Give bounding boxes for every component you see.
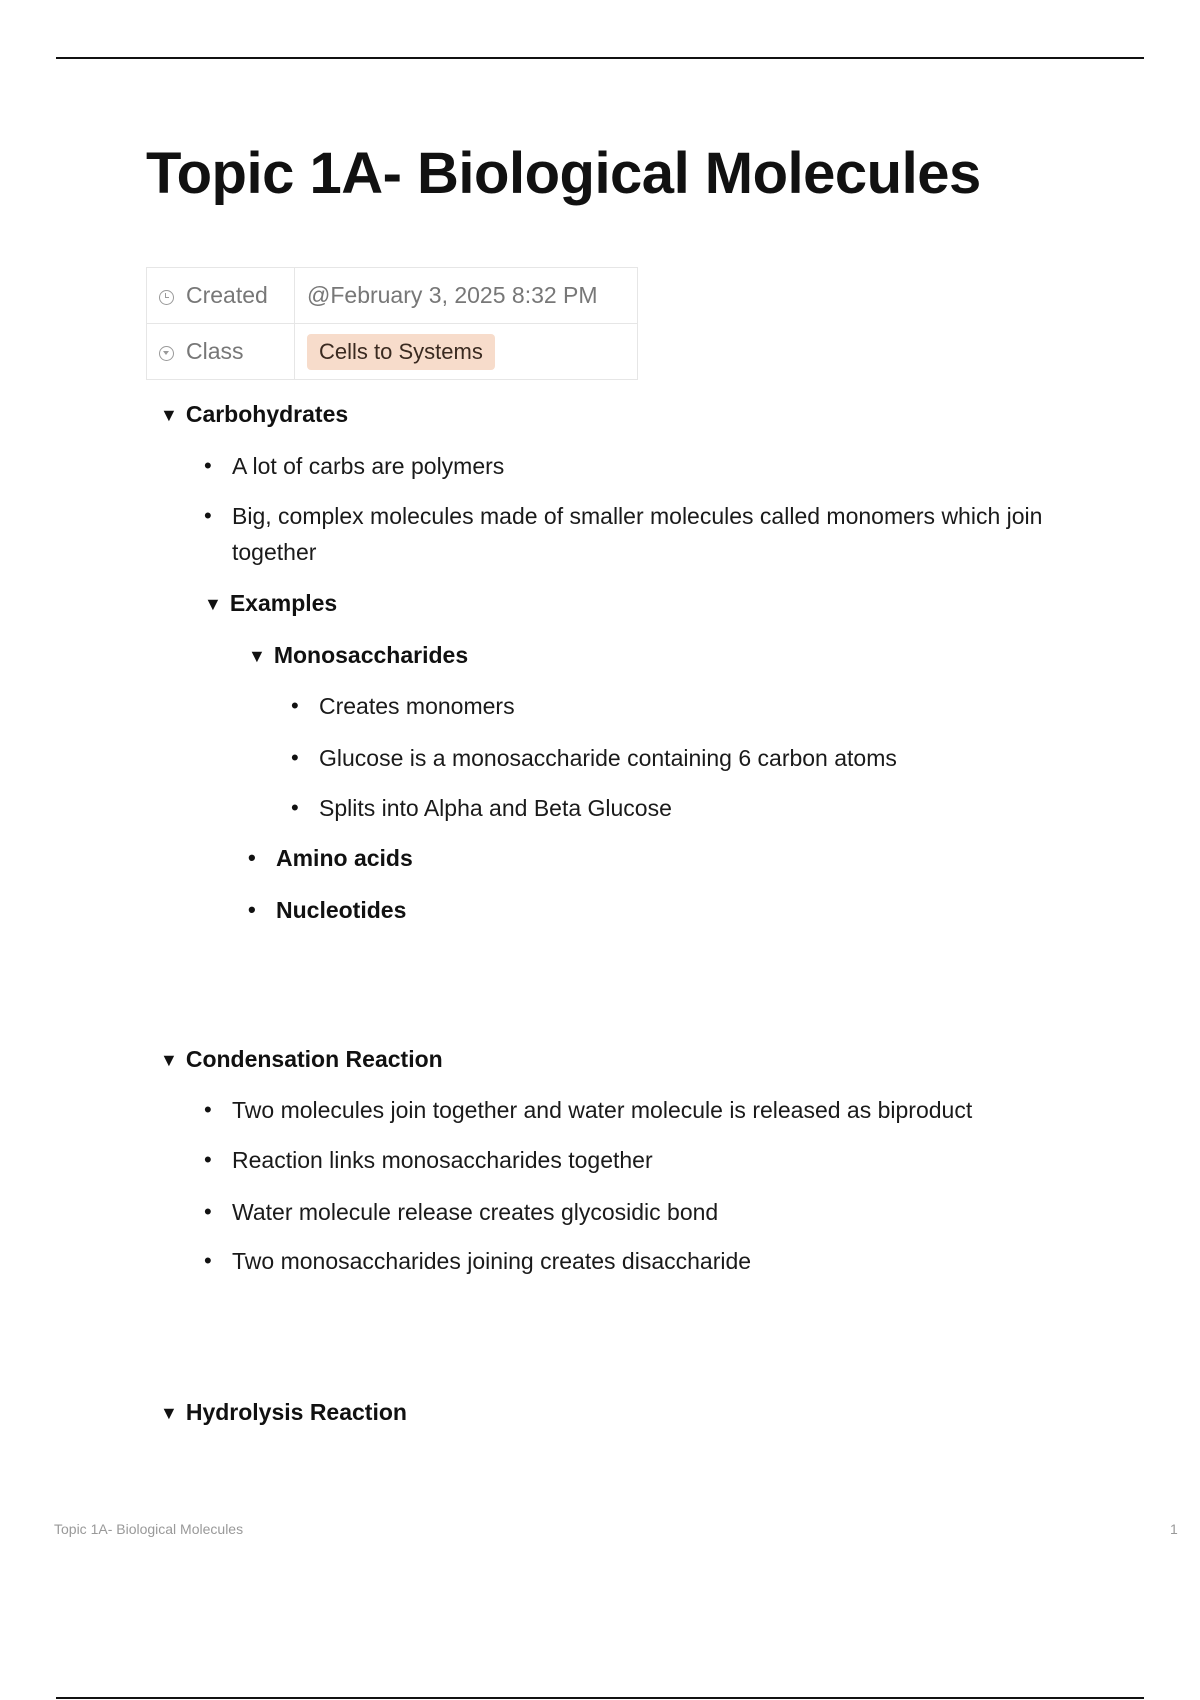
caret-down-icon[interactable]: ▼ bbox=[160, 405, 178, 425]
toggle-monosaccharides[interactable] bbox=[248, 642, 468, 669]
caret-down-icon[interactable]: ▼ bbox=[160, 1403, 178, 1423]
toggle-hydrolysis-reaction[interactable] bbox=[160, 1399, 407, 1426]
list-item: • Amino acids bbox=[276, 840, 413, 876]
list-item: • Creates monomers bbox=[319, 688, 515, 724]
list-item: • Big, complex molecules made of smaller molecules called monomers which join together bbox=[232, 498, 1052, 570]
property-row-created bbox=[147, 268, 638, 324]
class-label: Class bbox=[186, 338, 244, 364]
toggle-condensation-reaction[interactable] bbox=[160, 1046, 443, 1073]
caret-down-icon[interactable]: ▼ bbox=[248, 646, 266, 666]
property-key-class bbox=[147, 324, 295, 380]
toggle-label: Condensation Reaction bbox=[185, 1046, 443, 1072]
properties-table bbox=[146, 267, 638, 380]
caret-down-icon[interactable]: ▼ bbox=[160, 1050, 178, 1070]
toggle-label: Carbohydrates bbox=[185, 401, 349, 427]
created-label: Created bbox=[186, 282, 268, 308]
property-value-class[interactable] bbox=[295, 324, 638, 380]
footer-doc-title: Topic 1A- Biological Molecules bbox=[54, 1521, 244, 1537]
list-item: • Two molecules join together and water molecule is released as biproduct bbox=[232, 1092, 972, 1128]
created-value: @February 3, 2025 8:32 PM bbox=[307, 282, 598, 308]
toggle-label: Hydrolysis Reaction bbox=[185, 1399, 407, 1425]
clock-icon bbox=[159, 290, 174, 305]
property-row-class bbox=[147, 324, 638, 380]
select-icon bbox=[159, 346, 174, 361]
toggle-examples[interactable] bbox=[204, 590, 337, 617]
list-item: • Two monosaccharides joining creates disaccharide bbox=[232, 1243, 751, 1279]
list-item: • Nucleotides bbox=[276, 892, 406, 928]
toggle-label: Monosaccharides bbox=[273, 642, 469, 668]
list-item: • A lot of carbs are polymers bbox=[232, 448, 1052, 484]
top-rule bbox=[56, 57, 1144, 59]
list-item: • Splits into Alpha and Beta Glucose bbox=[319, 790, 672, 826]
list-item: • Water molecule release creates glycosidic bond bbox=[232, 1194, 718, 1230]
footer-page-number: 1 bbox=[1170, 1521, 1178, 1537]
property-value-created[interactable] bbox=[295, 268, 638, 324]
caret-down-icon[interactable]: ▼ bbox=[204, 594, 222, 614]
bottom-rule bbox=[56, 1697, 1144, 1699]
list-item: • Glucose is a monosaccharide containing 6 carbon atoms bbox=[319, 740, 897, 776]
class-tag[interactable]: Cells to Systems bbox=[307, 334, 495, 370]
property-key-created bbox=[147, 268, 295, 324]
list-item: • Reaction links monosaccharides together bbox=[232, 1142, 653, 1178]
toggle-carbohydrates[interactable] bbox=[160, 401, 348, 428]
toggle-label: Examples bbox=[229, 590, 338, 616]
page-title: Topic 1A- Biological Molecules bbox=[146, 141, 981, 206]
